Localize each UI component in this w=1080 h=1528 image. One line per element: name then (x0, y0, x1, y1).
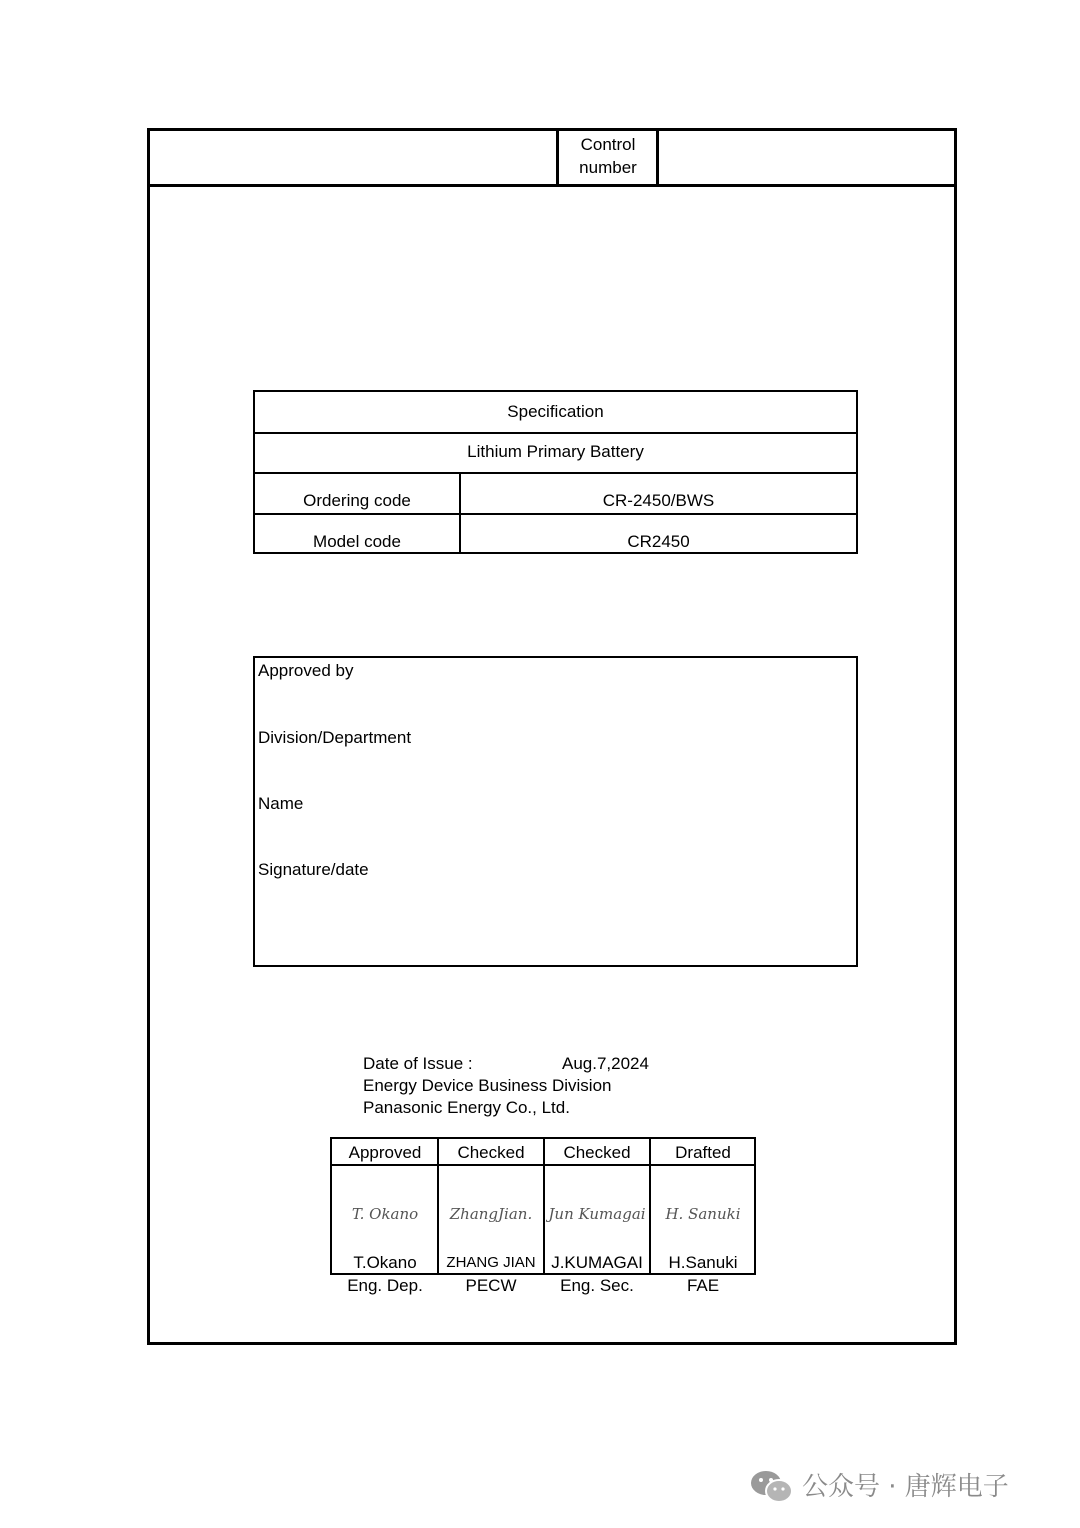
control-number-label: Control number (579, 135, 637, 177)
signoff-name-kumagai: J.KUMAGAI (551, 1253, 643, 1272)
spec-divider-1 (255, 432, 856, 434)
spec-title: Specification (507, 402, 604, 421)
signoff-dept-2: PECW (465, 1276, 517, 1295)
company-name: Panasonic Energy Co., Ltd. (363, 1098, 570, 1117)
signoff-role-approved: Approved (348, 1143, 422, 1162)
signoff-name-zhang: ZHANG JIAN (446, 1254, 536, 1271)
customer-approval-box (253, 656, 858, 967)
signature-kumagai: Jun Kumagai (548, 1205, 646, 1223)
signature-okano: T. Okano (351, 1205, 419, 1223)
approved-by-label: Approved by (258, 661, 354, 680)
signoff-dept-3: Eng. Sec. (560, 1276, 634, 1295)
header-divider (147, 184, 957, 187)
wechat-icon (750, 1469, 794, 1505)
signoff-dept-4: FAE (686, 1276, 720, 1295)
division-name: Energy Device Business Division (363, 1076, 612, 1095)
signoff-role-checked-1: Checked (457, 1143, 525, 1162)
signature-zhang: ZhangJian. (449, 1205, 533, 1223)
date-of-issue-label: Date of Issue : (363, 1054, 473, 1073)
signoff-role-checked-2: Checked (563, 1143, 631, 1162)
division-department-label: Division/Department (258, 728, 412, 747)
signoff-dept-1: Eng. Dep. (347, 1276, 423, 1295)
ordering-code-value: CR-2450/BWS (602, 491, 715, 510)
signature-date-label: Signature/date (258, 860, 369, 879)
signoff-name-sanuki: H.Sanuki (668, 1253, 738, 1272)
model-code-value: CR2450 (627, 532, 690, 551)
spec-divider-3 (255, 513, 856, 515)
signoff-table (330, 1137, 756, 1275)
date-of-issue-value: Aug.7,2024 (562, 1054, 649, 1073)
ordering-code-label: Ordering code (303, 491, 411, 510)
signature-sanuki: H. Sanuki (665, 1205, 741, 1223)
model-code-label: Model code (313, 532, 401, 551)
watermark-text: 公众号 · 唐辉电子 (802, 1472, 1009, 1502)
name-label: Name (258, 794, 304, 813)
spec-divider-2 (255, 472, 856, 474)
signoff-role-drafted: Drafted (675, 1143, 731, 1162)
signoff-name-okano: T.Okano (353, 1253, 417, 1272)
specification-table (253, 390, 858, 554)
watermark (750, 1465, 1060, 1509)
spec-subtitle: Lithium Primary Battery (467, 442, 644, 461)
